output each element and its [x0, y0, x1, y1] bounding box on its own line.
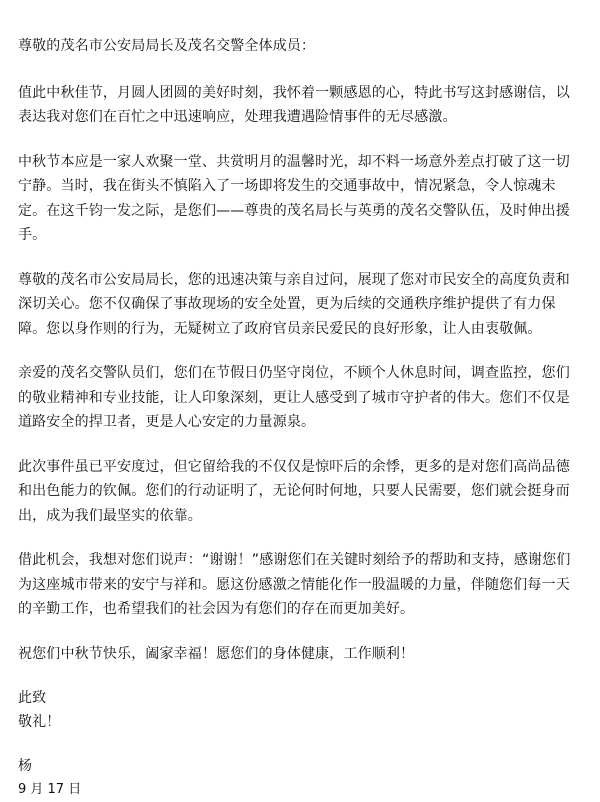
letter-paragraph-1: 值此中秋佳节，月圆人团圆的美好时刻，我怀着一颗感恩的心，特此书写这封感谢信，以表达我对您们在百忙之中迅速响应，处理我遭遇险情事件的无尽感激。: [18, 84, 570, 125]
closing-line-1: 此致: [18, 690, 47, 706]
signature-block: [18, 754, 578, 802]
letter-salutation: 尊敬的茂名市公安局局长及茂名交警全体成员：: [18, 38, 316, 54]
letter-wish: 祝您们中秋节快乐，阖家幸福！愿您们的身体健康，工作顺利！: [18, 645, 415, 662]
letter-paragraph-5: 此次事件虽已平安度过，但它留给我的不仅仅是惊吓后的余悸，更多的是对您们高尚品德和出色能力的钦佩。您们的行动证明了，无论何时何地，只要人民需要，您们就会挺身而出，成为我们最坚实的依靠。: [18, 458, 570, 524]
letter-paragraph-3: 尊敬的茂名市公安局局长，您的迅速决策与亲自过问，展现了您对市民安全的高度负责和深切关心。您不仅确保了事故现场的安全处置，更为后续的交通秩序维护提供了有力保障。您以身作则的行为，无疑树立了政府官员亲民爱民的良好形象，让人由衷敬佩。: [18, 271, 570, 337]
letter-paragraph-6: 借此机会，我想对您们说声：“谢谢！”感谢您们在关键时刻给予的帮助和支持，感谢您们为这座城市带来的安宁与祥和。愿这份感激之情能化作一股温暖的力量，伴随您们每一天的辛勤工作，也希望我们的社会因为有您们的存在而更加美好。: [18, 552, 571, 617]
letter-date: 9 月 17 日: [18, 782, 82, 797]
closing-line-2: 敬礼！: [18, 714, 61, 730]
letter-paragraph-4: 亲爱的茂名交警队员们，您们在节假日仍坚守岗位，不顾个人休息时间，调查监控，您们的敬业精神和专业技能，让人印象深刻，更让人感受到了城市守护者的伟大。您们不仅是道路安全的捍卫者，更是人心安定的力量源泉。: [18, 365, 570, 430]
signature-name: 杨: [18, 758, 32, 774]
letter-closing: [18, 686, 578, 734]
letter-paragraph-2: 中秋节本应是一家人欢聚一堂、共赏明月的温馨时光，却不料一场意外差点打破了这一切宁静。当时，我在街头不慎陷入了一场即将发生的交通事故中，情况紧急，令人惊魂未定。在这千钧一发之际，是您们——尊贵的茂名局长与英勇的茂名交警队伍，及时伸出援手。: [18, 153, 570, 243]
